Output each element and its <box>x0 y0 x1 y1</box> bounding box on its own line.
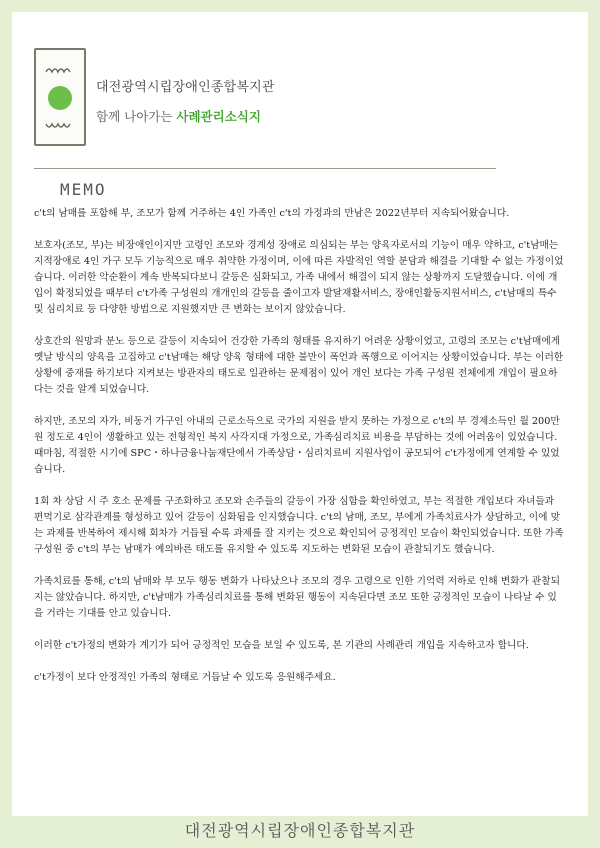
paragraph: 상호간의 원망과 분노 등으로 갈등이 지속되어 건강한 가족의 형태를 유지하기 어려운 상황이었고, 고령의 조모는 c't남매에게 옛날 방식의 양육을 고집하고 c't남매는 해당 양육 형태에 대한 불만이 폭언과 폭행으로 이어지는 상황이었습니다. 부는 이러한 상황에 중재를 하기보다 지켜보는 방관자의 태도로 일관하는 문제점이 있어 개인 보다는 가족 구성원 전체에게 개입이 필요하다는 것을 알게 되었습니다. <box>34 336 564 395</box>
paragraph: 보호자(조모, 부)는 비장애인이지만 고령인 조모와 경계성 장애로 의심되는 부는 양육자로서의 기능이 매우 약하고, c't남매는 지적장애로 4인 가구 모두 기능적으로 매우 취약한 가정이며, 이에 따른 자발적인 역할 분담과 해결을 기대할 수 없는 가정이었습니다. 이러한 악순환이 계속 반복되다보니 갈등은 심화되고, 가족 내에서 해결이 되지 않는 상황까지 도달했습니다. 이에 개입이 확정되었을 때부터 c't가족 구성원의 개개인의 갈등을 줄이고자 발달재활서비스, 장애인활동지원서비스, c't남매의 특수 및 심리치료 등 다양한 방법으로 지원했지만 큰 변화는 보이지 않았습니다. <box>34 240 564 315</box>
wave-icon <box>44 122 76 130</box>
paragraph: 가족치료를 통해, c't의 남매와 부 모두 행동 변화가 나타났으나 조모의 경우 고령으로 인한 기억력 저하로 인해 변화가 관찰되지는 않았습니다. 하지만, c't남매가 가족심리치료를 통해 변화된 행동이 지속된다면 조모 또한 긍정적인 모습이 나타날 수 있을 거라는 기대를 안고 있습니다. <box>34 576 560 619</box>
organization-name: 대전광역시립장애인종합복지관 <box>96 80 275 95</box>
paragraph: c't의 남매를 포함해 부, 조모가 함께 거주하는 4인 가족인 c't의 가정과의 만남은 2022년부터 지속되어왔습니다. <box>34 208 510 219</box>
wave-icon <box>44 66 76 74</box>
memo-body <box>34 206 564 702</box>
paragraph: c't가정이 보다 안정적인 가족의 형태로 거듭날 수 있도록 응원해주세요. <box>34 672 336 683</box>
header-divider <box>34 168 496 169</box>
paragraph: 하지만, 조모의 자가, 비동거 가구인 아내의 근로소득으로 국가의 지원을 받지 못하는 가정으로 c't의 부 경제소득인 월 200만원 정도로 4인이 생활하고 있는 전형적인 복지 사각지대 가정으로, 가족심리치료 비용을 부담하는 것에 어려움이 있었습니다. 때마침, 적절한 시기에 SPC・하나금융나눔재단에서 가족상담・심리치료비 지원사업이 공모되어 c't가정에게 연계할 수 있었습니다. <box>34 416 560 475</box>
green-circle-icon <box>48 86 72 110</box>
memo-label: MEMO <box>60 180 107 199</box>
newsletter-tagline <box>96 107 261 125</box>
tagline-prefix: 함께 나아가는 <box>96 109 177 124</box>
newsletter-title: 사례관리소식지 <box>176 109 261 124</box>
footer-organization-name: 대전광역시립장애인종합복지관 <box>184 821 416 840</box>
paragraph: 이러한 c't가정의 변화가 계기가 되어 긍정적인 모습을 보일 수 있도록, 본 기관의 사례관리 개입을 지속하고자 합니다. <box>34 640 529 651</box>
paragraph: 1회 차 상담 시 주 호소 문제를 구조화하고 조모와 손주들의 갈등이 가장 심함을 확인하였고, 부는 적절한 개입보다 자녀들과 편먹기로 삼각관계를 형성하고 있어 갈등이 심화됨을 인지했습니다. c't의 남매, 조모, 부에게 가족치료사가 상담하고, 이에 맞는 과제를 반복하여 제시해 회차가 거듭될 수록 과제를 잘 지키는 것으로 확인되어 긍정적인 모습이 확인되었습니다. 또한 가족구성원 중 c't의 부는 남매가 예의바른 태도를 유지할 수 있도록 지도하는 변화된 모습이 관찰되기도 했습니다. <box>34 496 564 555</box>
organization-logo <box>34 48 86 146</box>
